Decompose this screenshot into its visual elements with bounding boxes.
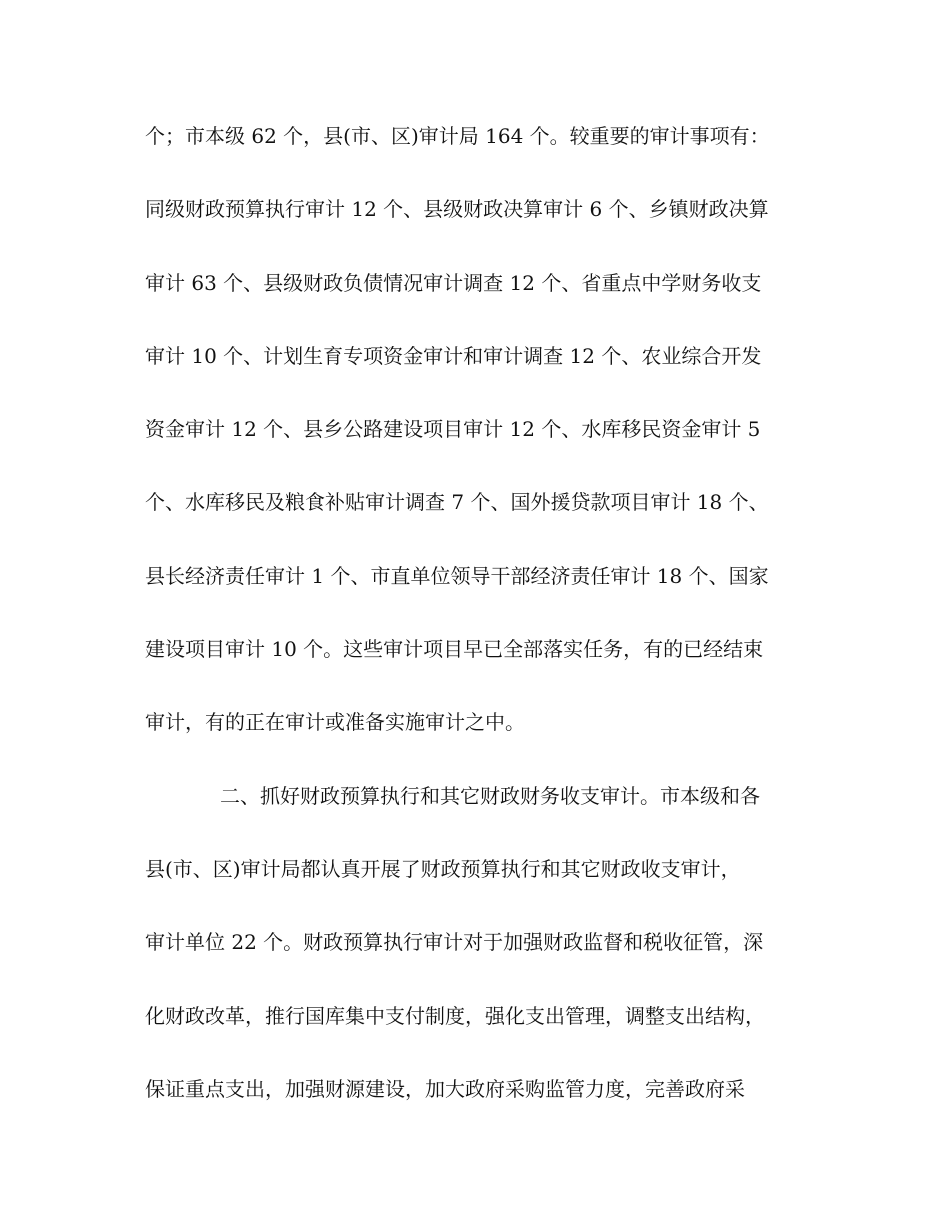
text-line: 同级财政预算执行审计 12 个、县级财政决算审计 6 个、乡镇财政决算 xyxy=(145,197,769,222)
section-heading-line: 二、抓好财政预算执行和其它财政财务收支审计。市本级和各 xyxy=(220,783,760,808)
text-line: 资金审计 12 个、县乡公路建设项目审计 12 个、水库移民资金审计 5 xyxy=(145,417,761,442)
text-line: 建设项目审计 10 个。这些审计项目早已全部落实任务，有的已经结束 xyxy=(145,637,764,662)
text-line: 化财政改革，推行国库集中支付制度，强化支出管理，调整支出结构， xyxy=(145,1003,765,1028)
text-line: 审计，有的正在审计或准备实施审计之中。 xyxy=(145,710,525,735)
text-line: 审计单位 22 个。财政预算执行审计对于加强财政监督和税收征管，深 xyxy=(145,930,764,955)
text-line: 保证重点支出，加强财源建设，加大政府采购监管力度，完善政府采 xyxy=(145,1076,745,1101)
text-line: 县长经济责任审计 1 个、市直单位领导干部经济责任审计 18 个、国家 xyxy=(145,563,769,588)
text-line: 个；市本级 62 个，县(市、区)审计局 164 个。较重要的审计事项有： xyxy=(145,124,770,148)
text-line: 审计 10 个、计划生育专项资金审计和审计调查 12 个、农业综合开发 xyxy=(145,343,762,368)
body-text xyxy=(145,126,810,1152)
text-line: 个、水库移民及粮食补贴审计调查 7 个、国外援贷款项目审计 18 个、 xyxy=(145,490,769,515)
text-line: 县(市、区)审计局都认真开展了财政预算执行和其它财政收支审计， xyxy=(145,856,741,881)
text-line: 审计 63 个、县级财政负债情况审计调查 12 个、省重点中学财务收支 xyxy=(145,270,762,295)
